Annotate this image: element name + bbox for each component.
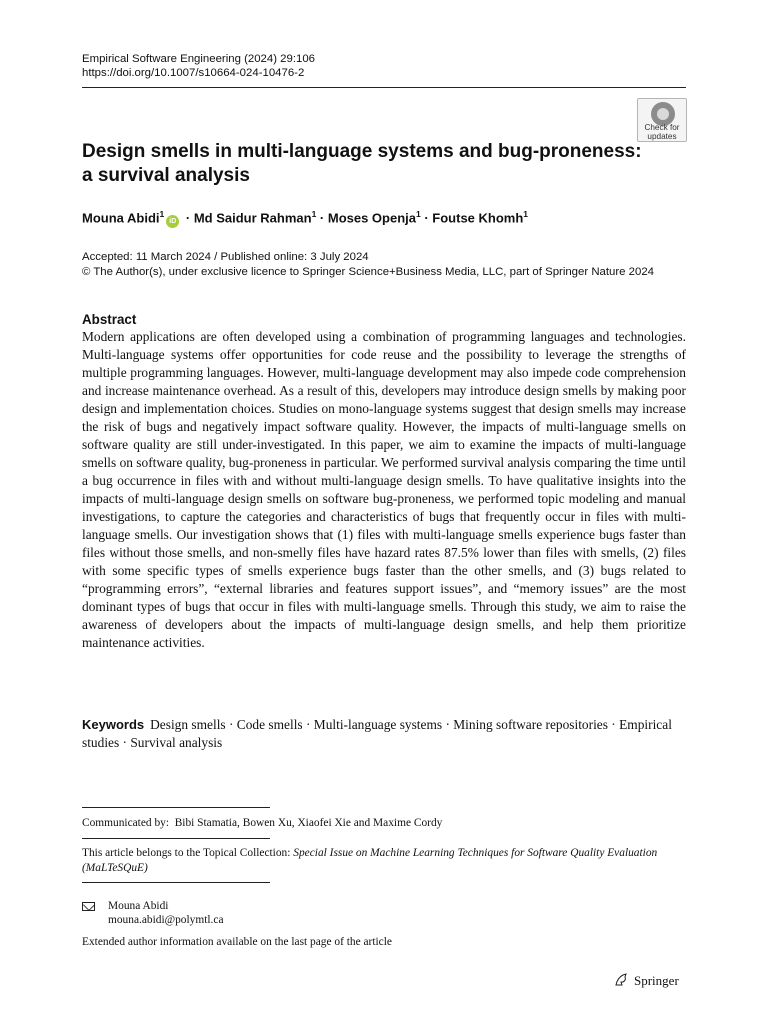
- keywords-label: Keywords: [82, 717, 145, 732]
- author-name[interactable]: Mouna Abidi: [82, 210, 160, 226]
- contact-name: Mouna Abidi: [108, 900, 169, 912]
- orcid-icon[interactable]: iD: [166, 215, 179, 228]
- author-name[interactable]: Moses Openja: [327, 210, 416, 226]
- keywords-list: Design smells · Code smells · Multi-language systems · Mining software repositories · Empirical studies · Survival analysis: [82, 717, 672, 750]
- accepted-published: Accepted: 11 March 2024 / Published online: 3 July 2024: [82, 251, 369, 263]
- check-for-updates-badge[interactable]: [637, 98, 687, 142]
- running-header: [82, 52, 686, 80]
- abstract-heading: Abstract: [82, 312, 137, 327]
- doi-link[interactable]: https://doi.org/10.1007/s10664-024-10476-2: [82, 67, 305, 79]
- header-divider: [82, 87, 686, 88]
- envelope-icon: [82, 902, 95, 911]
- collection-title[interactable]: Special Issue on Machine Learning Techniques for Software Quality Evaluation (MaLTeSQuE): [82, 847, 658, 874]
- author-name[interactable]: Md Saidur Rahman: [193, 210, 312, 226]
- badge-line-1: Check for: [644, 123, 680, 132]
- journal-citation: Empirical Software Engineering (2024) 29:106: [82, 53, 316, 65]
- article-title: Design smells in multi-language systems and bug-proneness: a survival analysis: [82, 141, 642, 186]
- communicated-by: Communicated by: Bibi Stamatia, Bowen Xu, Xiaofei Xie and Maxime Cordy: [82, 817, 443, 829]
- springer-horse-icon: [614, 973, 628, 987]
- footnote-divider: [82, 838, 270, 839]
- topical-collection: This article belongs to the Topical Collection: Special Issue on Machine Learning Techniques for Software Quality Evaluation (MaLTeSQuE): [82, 847, 658, 874]
- badge-line-2: updates: [647, 131, 677, 141]
- author-name[interactable]: Foutse Khomh: [432, 210, 524, 226]
- abstract-section: [82, 312, 686, 652]
- extended-author-info: Extended author information available on the last page of the article: [82, 936, 392, 948]
- footnote-divider: [82, 807, 270, 808]
- keywords-section: [82, 716, 686, 752]
- abstract-body: Modern applications are often developed using a combination of programming languages and technologies. Multi-language systems offer opportunities for code reuse and the possibility to leverage the strengths of multiple programming languages. However, multi-language development may also impede code comprehension and increase maintenance overhead. As a result of this, developers may introduce design smells by making poor design and implementation choices. Studies on mono-language systems suggest that design smells may increase the risk of bugs and negatively impact software quality. However, the impacts of multi-language smells on software quality are still under-investigated. In this paper, we aim to examine the impacts of multi-language smells on software quality, bug-proneness in particular. We performed survival analysis comparing the time until a bug occurrence in files with and without multi-language design smells. To have qualitative insights into the impacts of multi-language design smells on software bug-proneness, we performed topic modeling and manual investigations, to capture the categories and characteristics of bugs that frequently occur in files with multi-language smells. Our investigation shows that (1) files with multi-language smells experience bugs faster than files without those smells, and non-smelly files have hazard rates 87.5% lower than files with smells, (2) files with some specific types of smells experience bugs faster than the other smells, and (3) bugs related to “programming errors”, “external libraries and features support issues”, and “memory issues” are the most dominant types of bugs that occur in files with multi-language smells. Through this study, we aim to raise the awareness of developers about the impacts of multi-language design smells, and help them prioritize maintenance activities.: [82, 329, 686, 650]
- contact-email[interactable]: mouna.abidi@polymtl.ca: [108, 914, 224, 926]
- publication-dates: [82, 250, 702, 280]
- publisher-logo: [614, 973, 694, 989]
- copyright-notice: © The Author(s), under exclusive licence to Springer Science+Business Media, LLC, part of Springer Nature 2024: [82, 266, 655, 278]
- footnote-divider: [82, 882, 270, 883]
- publisher-name: Springer: [634, 973, 679, 988]
- author-list: Mouna Abidi$^1$iD · Md Saidur Rahman$^1$ · Moses Openja$^1$ · Foutse Khomh$^1$: [82, 209, 686, 228]
